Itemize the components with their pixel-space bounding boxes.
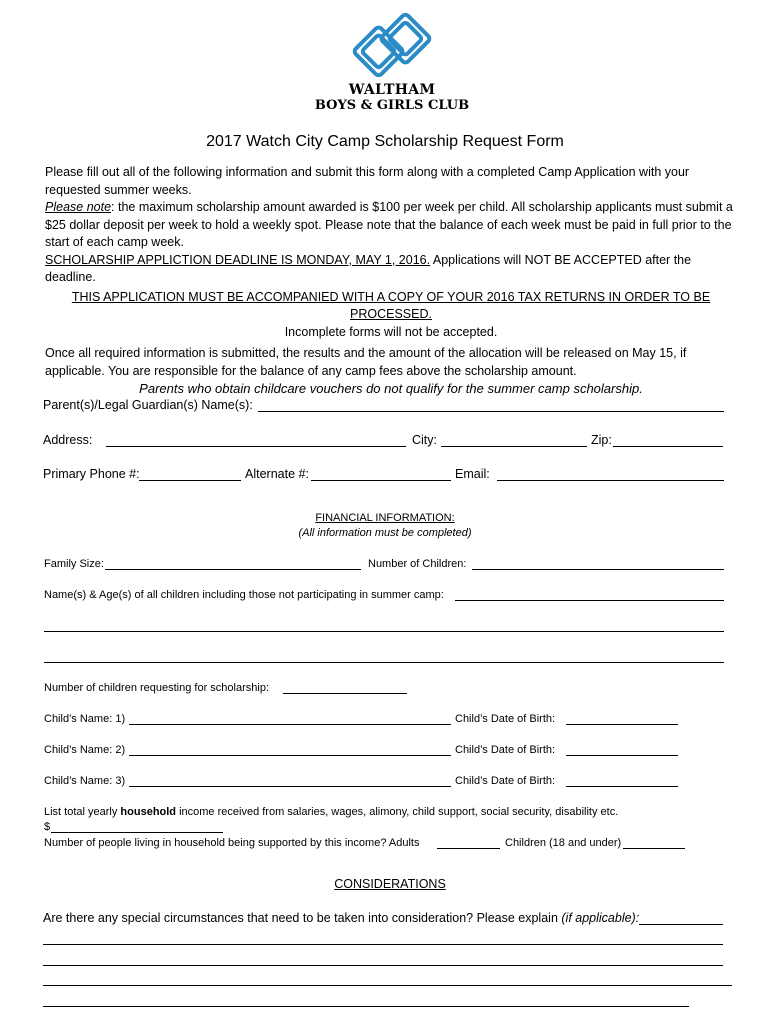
child-1-name-field[interactable] [129,724,451,725]
address-field[interactable] [106,446,406,447]
considerations-heading: CONSIDERATIONS [334,877,446,891]
income-prefix: List total yearly [44,806,121,818]
guardian-label: Parent(s)/Legal Guardian(s) Name(s): [43,398,253,412]
form-title: 2017 Watch City Camp Scholarship Request Form [206,133,564,150]
child-2-name-field[interactable] [129,755,451,756]
release-text-2: , if applicable. You are responsible for the balance of any camp fees above the scholarship amount. [45,346,687,378]
club-logo [302,12,482,118]
number-of-children-label: Number of Children: [368,558,467,570]
considerations-question [43,911,639,925]
household-adults-label: Number of people living in household being supported by this income? Adults [44,837,420,849]
requesting-label: Number of children requesting for scholarship: [44,682,270,694]
primary-phone-label: Primary Phone #: [43,467,140,481]
household-adults-field[interactable] [437,848,500,849]
considerations-field-line-4[interactable] [43,985,732,986]
logo-text-waltham: WALTHAM [348,82,436,98]
considerations-question-ital: (if applicable): [561,911,640,925]
release-text-1: Once all required information is submitted, the results and the amount of the allocation will be released on [45,346,633,360]
family-size-field[interactable] [105,569,361,570]
incomplete-notice: Incomplete forms will not be accepted. [284,324,498,339]
alternate-phone-label: Alternate #: [245,467,309,481]
child-1-name-label: Child’s Name: 1) [44,713,126,725]
email-field[interactable] [497,480,724,481]
income-text [44,806,618,818]
child-2-dob-field[interactable] [566,755,678,756]
financial-subheading: (All information must be completed) [298,527,472,539]
primary-phone-field[interactable] [139,480,241,481]
considerations-field-line-2[interactable] [43,944,723,945]
child-3-dob-label: Child’s Date of Birth: [455,775,556,787]
alternate-phone-field[interactable] [311,480,451,481]
child-1-dob-field[interactable] [566,724,678,725]
child-2-dob-label: Child’s Date of Birth: [455,744,556,756]
household-children-field[interactable] [623,848,685,849]
family-size-label: Family Size: [44,558,104,570]
names-ages-field[interactable] [455,600,724,601]
child-2-name-label: Child’s Name: 2) [44,744,126,756]
address-label: Address: [43,433,93,447]
considerations-field[interactable] [639,924,723,925]
dollar-sign: $ [44,821,51,833]
child-3-name-label: Child’s Name: 3) [44,775,126,787]
note-paragraph [45,199,737,252]
release-paragraph [45,345,737,380]
income-bold: household [120,806,177,818]
income-suffix: income received from salaries, wages, alimony, child support, social security, disability etc. [176,806,619,818]
zip-label: Zip: [591,433,612,447]
income-amount-field[interactable] [51,832,223,833]
release-date: May 15 [632,346,674,360]
boys-girls-club-hands-icon [346,12,438,78]
requesting-count-field[interactable] [283,693,407,694]
considerations-question-text: Are there any special circumstances that need to be taken into consideration? Please explain [43,911,562,925]
voucher-note: Parents who obtain childcare vouchers do not qualify for the summer camp scholarship. [139,381,643,396]
considerations-field-line-3[interactable] [43,965,723,966]
names-ages-label: Name(s) & Age(s) of all children including those not participating in summer camp: [44,589,444,601]
deadline-text: Applications will NOT BE ACCEPTED after the deadline. [45,252,692,284]
note-label: Please note [45,200,112,214]
child-3-dob-field[interactable] [566,786,678,787]
names-ages-field-line-3[interactable] [44,662,724,663]
city-label: City: [412,433,437,447]
zip-field[interactable] [613,446,723,447]
guardian-name-field[interactable] [258,411,724,412]
email-label: Email: [455,467,490,481]
names-ages-field-line-2[interactable] [44,631,724,632]
child-1-dob-label: Child’s Date of Birth: [455,713,556,725]
logo-text-club: BOYS & GIRLS CLUB [314,98,470,113]
household-children-label: Children (18 and under) [505,837,622,849]
financial-heading: FINANCIAL INFORMATION: [315,512,455,524]
tax-notice: THIS APPLICATION MUST BE ACCOMPANIED WITH A COPY OF YOUR 2016 TAX RETURNS IN ORDER TO BE PROCESSED. [71,289,711,321]
considerations-field-line-5[interactable] [43,1006,689,1007]
deadline-paragraph [45,252,737,287]
note-text: : the maximum scholarship amount awarded is $100 per week per child. All scholarship applicants must submit a $25 dollar deposit per week to hold a weekly spot. Please note that the balance of each week must be paid in full prior to the start of each camp week. [45,200,733,249]
city-field[interactable] [441,446,587,447]
child-3-name-field[interactable] [129,786,451,787]
deadline-label: SCHOLARSHIP APPLICTION DEADLINE IS MONDAY, MAY 1, 2016. [45,252,431,267]
intro-paragraph: Please fill out all of the following information and submit this form along with a completed Camp Application with your requested summer weeks. [45,165,690,197]
number-of-children-field[interactable] [472,569,724,570]
intro-section [45,164,737,398]
